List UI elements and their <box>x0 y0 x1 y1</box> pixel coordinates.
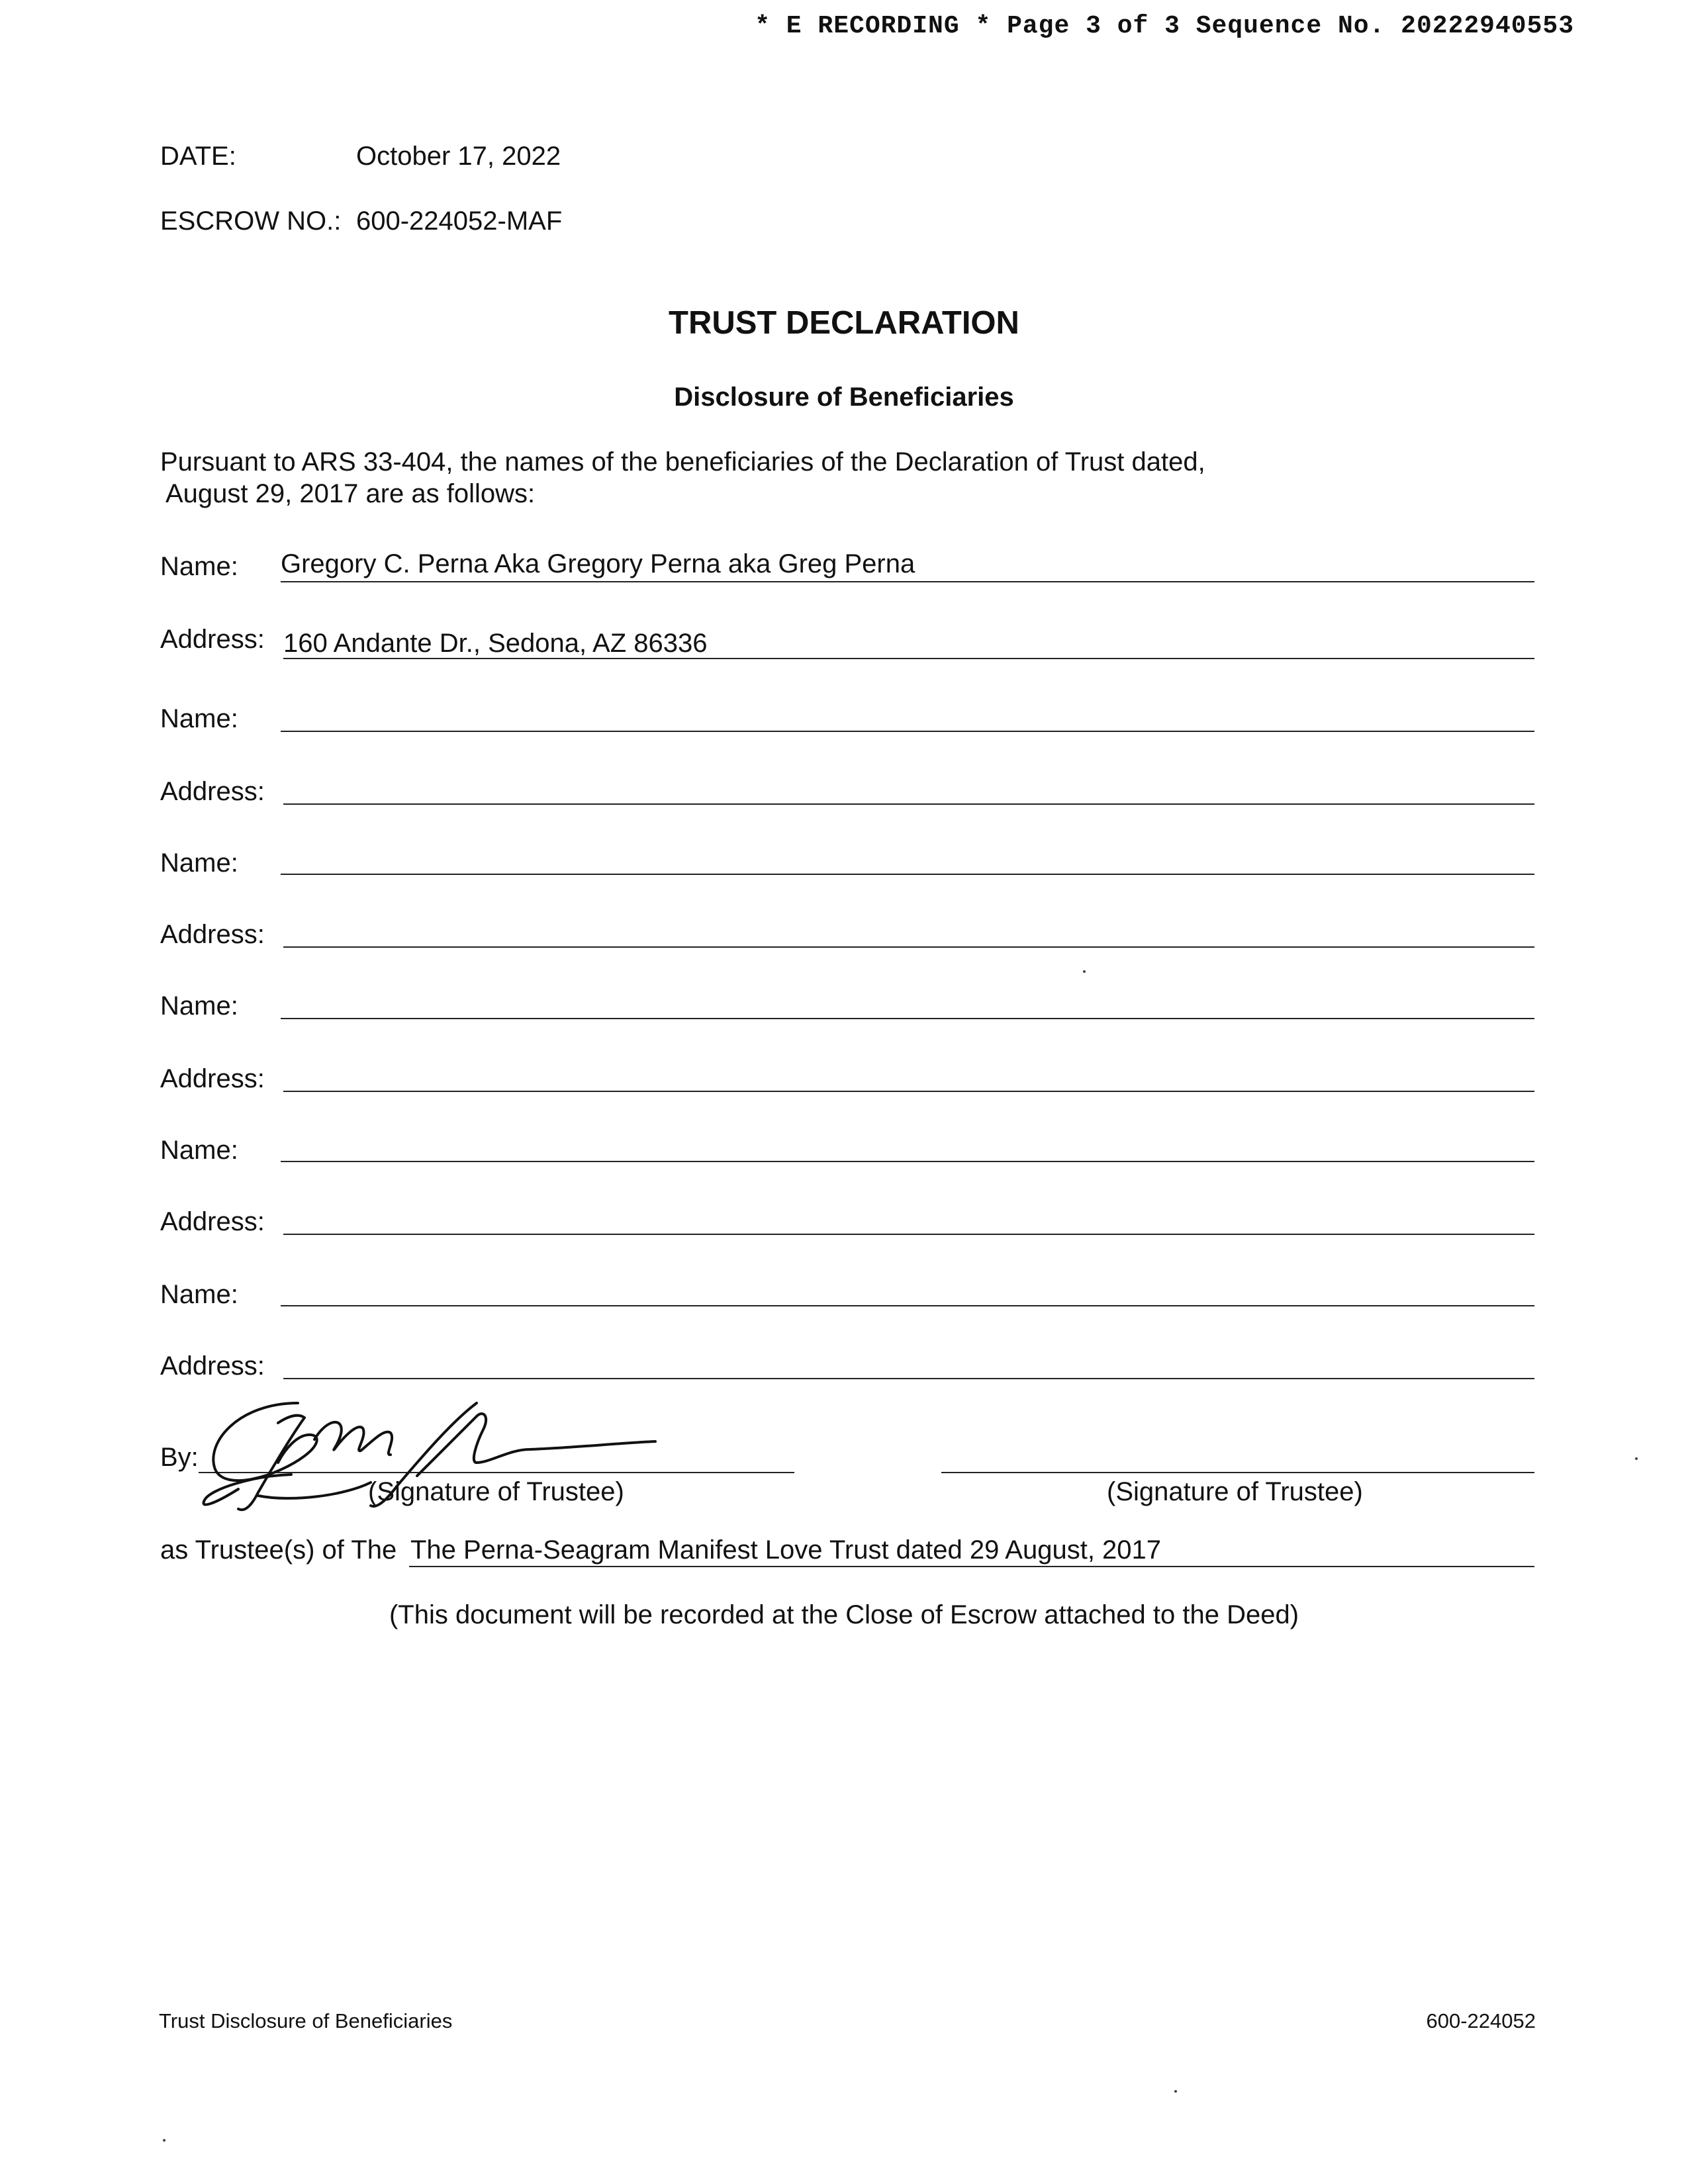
beneficiary-name-label: Name: <box>160 1280 238 1309</box>
beneficiary-address-value: 160 Andante Dr., Sedona, AZ 86336 <box>283 629 708 658</box>
scan-speck <box>1083 970 1086 973</box>
beneficiary-address-line <box>283 946 1534 948</box>
document-title: TRUST DECLARATION <box>669 305 1019 341</box>
recording-note: (This document will be recorded at the Close of Escrow attached to the Deed) <box>389 1600 1299 1629</box>
beneficiary-name-line <box>281 874 1534 875</box>
escrow-label: ESCROW NO.: <box>160 206 342 236</box>
beneficiary-name-label: Name: <box>160 704 238 733</box>
scan-speck <box>163 2139 165 2142</box>
beneficiary-name-line <box>281 1305 1534 1306</box>
scan-speck <box>1174 2090 1177 2093</box>
beneficiary-address-label: Address: <box>160 625 265 654</box>
beneficiary-address-line <box>283 658 1534 659</box>
beneficiary-address-label: Address: <box>160 920 265 949</box>
footer-right: 600-224052 <box>1426 2009 1536 2032</box>
recording-header: * E RECORDING * Page 3 of 3 Sequence No. 20222940553 <box>755 12 1574 40</box>
date-label: DATE: <box>160 142 236 171</box>
handwritten-signature <box>199 1377 702 1522</box>
trustee-caption-2: (Signature of Trustee) <box>1107 1477 1363 1506</box>
beneficiary-address-line <box>283 1234 1534 1235</box>
beneficiary-name-label: Name: <box>160 848 238 878</box>
beneficiary-address-line <box>283 1091 1534 1092</box>
date-value: October 17, 2022 <box>356 142 561 171</box>
beneficiary-name-label: Name: <box>160 552 238 581</box>
beneficiary-name-label: Name: <box>160 1136 238 1165</box>
beneficiary-address-line <box>283 803 1534 805</box>
beneficiary-name-label: Name: <box>160 991 238 1021</box>
beneficiary-name-line <box>281 731 1534 732</box>
by-label: By: <box>160 1443 199 1472</box>
scan-speck <box>1635 1457 1638 1460</box>
beneficiary-name-value: Gregory C. Perna Aka Gregory Perna aka Greg Perna <box>281 549 915 578</box>
escrow-value: 600-224052-MAF <box>356 206 563 236</box>
intro-line-2: August 29, 2017 are as follows: <box>165 479 536 508</box>
footer-left: Trust Disclosure of Beneficiaries <box>159 2009 453 2032</box>
beneficiary-name-line <box>281 1161 1534 1162</box>
beneficiary-address-label: Address: <box>160 777 265 806</box>
document-subtitle: Disclosure of Beneficiaries <box>674 383 1014 412</box>
trust-name-line <box>409 1566 1534 1567</box>
trustee-caption-1: (Signature of Trustee) <box>368 1477 624 1506</box>
beneficiary-name-line <box>281 581 1534 582</box>
trust-name-value: The Perna-Seagram Manifest Love Trust dated 29 August, 2017 <box>410 1535 1162 1565</box>
beneficiary-address-label: Address: <box>160 1064 265 1093</box>
beneficiary-address-label: Address: <box>160 1207 265 1236</box>
trustee-signature-line-2 <box>941 1472 1534 1473</box>
intro-line-1: Pursuant to ARS 33-404, the names of the beneficiaries of the Declaration of Trust dated, <box>160 447 1205 477</box>
beneficiary-name-line <box>281 1018 1534 1019</box>
trustee-of-label: as Trustee(s) of The <box>160 1535 397 1565</box>
beneficiary-address-label: Address: <box>160 1351 265 1381</box>
